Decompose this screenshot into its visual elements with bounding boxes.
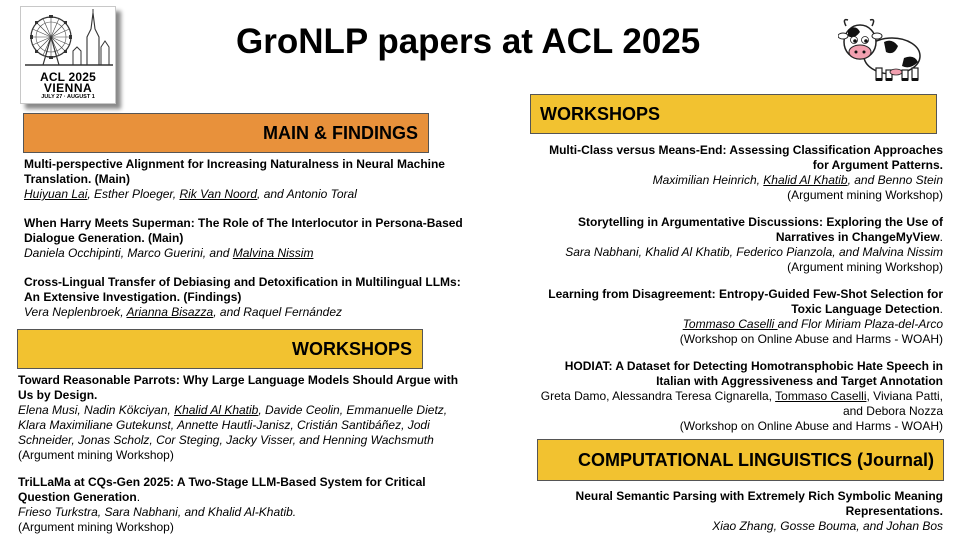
paper-title: Storytelling in Argumentative Discussions: Exploring the Use of xyxy=(578,215,943,229)
paper-title: for Argument Patterns. xyxy=(812,158,943,172)
main-findings-banner: MAIN & FINDINGS xyxy=(23,113,429,153)
paper-authors: Maximilian Heinrich, Khalid Al Khatib, and Benno Stein xyxy=(652,173,943,187)
logo-acl-text: ACL 2025 xyxy=(39,70,97,84)
workshops-banner-right: WORKSHOPS xyxy=(530,94,937,134)
paper-venue: (Workshop on Online Abuse and Harms - WOAH) xyxy=(679,332,943,346)
paper-authors: Greta Damo, Alessandra Teresa Cignarella, Tommaso Caselli, Viviana Patti, xyxy=(540,389,943,403)
paper-title: Toward Reasonable Parrots: Why Large Language Models Should Argue with xyxy=(18,373,459,387)
acl-vienna-logo xyxy=(20,6,116,104)
paper-entry xyxy=(576,489,943,534)
ferris-wheel-skyline-icon xyxy=(21,7,115,69)
paper-venue: (Argument mining Workshop) xyxy=(18,520,174,534)
paper-title: HODIAT: A Dataset for Detecting Homotransphobic Hate Speech in xyxy=(564,359,943,373)
paper-authors: Vera Neplenbroek, Arianna Bisazza, and Raquel Fernández xyxy=(24,305,342,319)
paper-venue: (Workshop on Online Abuse and Harms - WOAH) xyxy=(679,419,943,433)
paper-title: Question Generation. xyxy=(18,490,141,504)
paper-venue: (Argument mining Workshop) xyxy=(787,260,943,274)
paper-title: Neural Semantic Parsing with Extremely Rich Symbolic Meaning xyxy=(575,489,943,503)
paper-title: TriLLaMa at CQs-Gen 2025: A Two-Stage LLM-Based System for Critical xyxy=(18,475,426,489)
paper-entry xyxy=(548,287,943,347)
paper-title: Representations. xyxy=(845,504,943,518)
author-link[interactable]: Arianna Bisazza xyxy=(126,305,214,319)
paper-title: Translation. (Main) xyxy=(24,172,131,186)
paper-title: Dialogue Generation. (Main) xyxy=(24,231,184,245)
paper-title: Italian with Aggressiveness and Target Annotation xyxy=(656,374,943,388)
author-link[interactable]: Rik Van Noord xyxy=(179,187,258,201)
paper-title: When Harry Meets Superman: The Role of The Interlocutor in Persona-Based xyxy=(24,216,463,230)
paper-entry xyxy=(541,359,943,434)
page-title: GroNLP papers at ACL 2025 xyxy=(236,22,701,61)
paper-authors: Tommaso Caselli and Flor Miriam Plaza-del-Arco xyxy=(682,317,943,331)
paper-authors: Frieso Turkstra, Sara Nabhani, and Khalid Al-Khatib. xyxy=(18,505,297,519)
cow-mascot-icon xyxy=(838,12,922,84)
paper-entry xyxy=(565,215,943,275)
author-link[interactable]: Khalid Al Khatib xyxy=(763,173,848,187)
paper-title: Cross-Lingual Transfer of Debiasing and Detoxification in Multilingual LLMs: xyxy=(24,275,461,289)
paper-authors: Elena Musi, Nadin Kökciyan, Khalid Al Khatib, Davide Ceolin, Emmanuelle Dietz, xyxy=(18,403,448,417)
paper-title: Multi-Class versus Means-End: Assessing Classification Approaches xyxy=(549,143,943,157)
author-link[interactable]: Malvina Nissim xyxy=(232,246,314,260)
paper-title: An Extensive Investigation. (Findings) xyxy=(24,290,242,304)
paper-title: Multi-perspective Alignment for Increasing Naturalness in Neural Machine xyxy=(24,157,445,171)
computational-linguistics-banner: COMPUTATIONAL LINGUISTICS (Journal) xyxy=(537,439,944,481)
paper-authors: Klara Maximiliane Gutekunst, Annette Hautli-Janisz, Cristián Santibáñez, Jodi xyxy=(18,418,430,432)
paper-authors: Sara Nabhani, Khalid Al Khatib, Federico Pianzola, and Malvina Nissim xyxy=(565,245,943,259)
author-link[interactable]: Khalid Al Khatib xyxy=(174,403,259,417)
paper-entry xyxy=(18,475,426,535)
paper-authors: and Debora Nozza xyxy=(842,404,943,418)
logo-dates-text: JULY 27 · AUGUST 1 xyxy=(41,94,95,100)
author-link[interactable]: Huiyuan Lai xyxy=(24,187,88,201)
paper-title: Learning from Disagreement: Entropy-Guided Few-Shot Selection for xyxy=(548,287,943,301)
author-link[interactable]: Tommaso Caselli xyxy=(775,389,867,403)
logo-vienna-text: VIENNA xyxy=(43,81,93,95)
paper-authors: Xiao Zhang, Gosse Bouma, and Johan Bos xyxy=(712,519,943,533)
paper-venue: (Argument mining Workshop) xyxy=(787,188,943,202)
paper-venue: (Argument mining Workshop) xyxy=(18,448,174,462)
paper-title: Us by Design. xyxy=(18,388,98,402)
paper-entry xyxy=(24,216,463,261)
paper-entry xyxy=(24,157,445,202)
paper-entry xyxy=(24,275,461,320)
paper-authors: Schneider, Jonas Scholz, Cor Steging, Jacky Visser, and Henning Wachsmuth xyxy=(18,433,434,447)
author-link[interactable]: Tommaso Caselli xyxy=(682,317,778,331)
paper-entry xyxy=(549,143,943,203)
paper-title: Toxic Language Detection. xyxy=(791,302,943,316)
paper-authors: Daniela Occhipinti, Marco Guerini, and Malvina Nissim xyxy=(24,246,314,260)
workshops-banner-left: WORKSHOPS xyxy=(17,329,423,369)
paper-authors: Huiyuan Lai, Esther Ploeger, Rik Van Noord, and Antonio Toral xyxy=(24,187,357,201)
paper-title: Narratives in ChangeMyView. xyxy=(775,230,943,244)
paper-entry xyxy=(18,373,458,463)
